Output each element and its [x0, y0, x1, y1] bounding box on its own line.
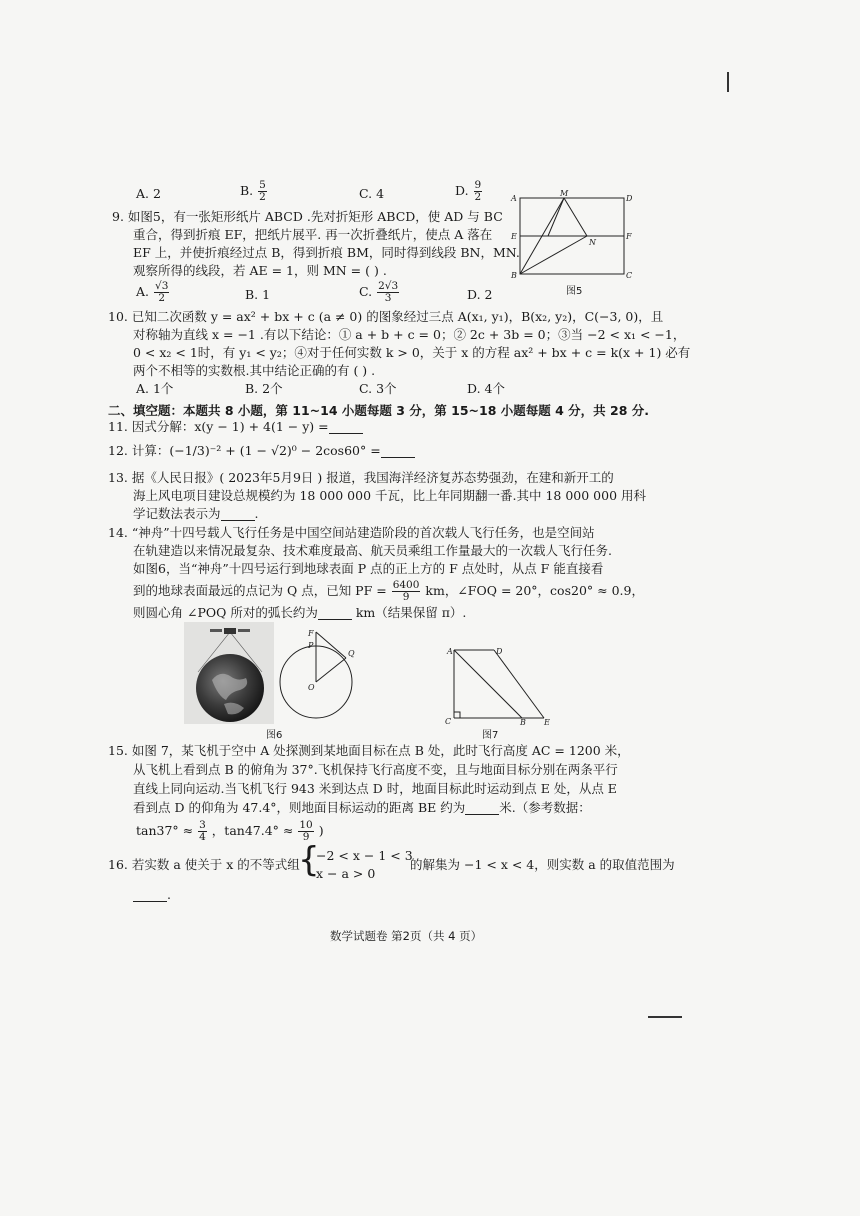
label-b: B [520, 718, 526, 726]
q8-option-b: B. $\frac{5}{2}$ [240, 179, 266, 203]
label-m: M [560, 190, 569, 198]
q9-option-a: A. $\frac{√3}{2}$ [136, 280, 169, 304]
label-o: O [308, 683, 315, 692]
q8-option-c: C. 4 [359, 186, 385, 201]
figure-6-caption: 图6 [266, 730, 283, 741]
q15-line-3: 直线上同向运动.当飞机飞行 943 米到达点 D 时，地面目标此时运动到点 E 处，从点 E [133, 781, 617, 796]
label-p: P [308, 641, 314, 650]
label-d: D [626, 194, 633, 203]
q9-option-b: B. 1 [245, 287, 271, 302]
q11: 11. 因式分解：x(y − 1) + 4(1 − y) = [108, 419, 363, 434]
q10-option-c: C. 3个 [359, 381, 397, 396]
q10-line-1: 10. 已知二次函数 y = ax² + bx + c (a ≠ 0) 的图象经过三点 A(x₁, y₁)，B(x₂, y₂)，C(−3, 0)，且 [108, 309, 664, 324]
q13-line-3: 学记数法表示为 . [133, 506, 259, 521]
q13-answer-blank[interactable] [221, 508, 255, 521]
line-fq [316, 632, 346, 658]
q10-line-3: 0 < x₂ < 1时，有 y₁ < y₂；④对于任何实数 k > 0，关于 x 的方程 ax² + bx + c = k(x + 1) 必有 [133, 345, 691, 360]
q11-answer-blank[interactable] [329, 421, 363, 434]
segment-ma [548, 198, 564, 236]
sight-ab [454, 650, 522, 718]
label-e: E [511, 232, 517, 241]
q9-line-4: 观察所得的线段，若 AE = 1，则 MN = ( ) . [133, 263, 387, 278]
q14-line-3: 如图6，当“神舟”十四号运行到地球表面 P 点的正上方的 F 点处时，从点 F 能直接看 [133, 561, 604, 576]
label-f: F [626, 232, 632, 241]
q8-option-d: D. $\frac{9}{2}$ [455, 179, 482, 203]
label-f: F [308, 629, 314, 638]
label-c: C [626, 271, 633, 280]
right-angle-mark [454, 712, 460, 718]
q9-line-3: EF 上，并使折痕经过点 B，得到折痕 BM，同时得到线段 BN，MN. [133, 245, 520, 260]
label-a: A [447, 647, 453, 656]
q13-line-1: 13. 据《人民日报》( 2023年5月9日 ) 报道，我国海洋经济复苏态势强劲，在建和新开工的 [108, 470, 614, 485]
label-c: C [445, 717, 452, 726]
q9-option-d: D. 2 [467, 287, 493, 302]
q10-line-4: 两个不相等的实数根.其中结论正确的有 ( ) . [133, 363, 376, 378]
q16-line-1a: 16. 若实数 a 使关于 x 的不等式组 [108, 857, 300, 872]
section-2-heading: 二、填空题：本题共 8 小题，第 11~14 小题每题 3 分，第 15~18 小题每题 4 分，共 28 分. [108, 403, 649, 418]
segment-bn [520, 236, 587, 274]
segment-mn [564, 198, 587, 236]
q14-line-5: 则圆心角 ∠POQ 所对的弧长约为 km（结果保留 π）. [133, 605, 467, 620]
label-q: Q [348, 649, 355, 658]
scan-mark [648, 1016, 682, 1018]
q10-option-a: A. 1个 [136, 381, 174, 396]
figure-5 [508, 190, 638, 286]
figure-5-caption: 图5 [566, 286, 583, 297]
q15-answer-blank[interactable] [465, 802, 499, 815]
figure-7 [440, 644, 556, 726]
q15-line-2: 从飞机上看到点 B 的俯角为 37°.飞机保持飞行高度不变，且与地面目标分别在两条平行 [133, 762, 618, 777]
q16-answer-blank[interactable] [133, 889, 167, 902]
page-footer: 数学试题卷 第2页（共 4 页） [330, 929, 483, 943]
q10-option-d: D. 4个 [467, 381, 505, 396]
q16-system-row-2: x − a > 0 [316, 866, 376, 881]
q9-line-1: 9. 如图5，有一张矩形纸片 ABCD .先对折矩形 ABCD，使 AD 与 BC [112, 209, 503, 224]
label-d: D [496, 647, 503, 656]
q15-line-1: 15. 如图 7，某飞机于空中 A 处探测到某地面目标在点 B 处，此时飞行高度 AC = 1200 米， [108, 743, 630, 758]
q10-option-b: B. 2个 [245, 381, 283, 396]
q16-line-2: . [133, 887, 171, 902]
q9-option-c: C. $\frac{2√3}{3}$ [359, 280, 399, 304]
q15-line-5: tan37° ≈ $\frac{3}{4}$ ，tan47.4° ≈ $\frac{10}{9}$ ) [136, 819, 324, 843]
q15-line-4: 看到点 D 的仰角为 47.4°，则地面目标运动的距离 BE 约为 米.（参考数据： [133, 800, 591, 815]
label-a: A [511, 194, 517, 203]
q16-line-1b: 的解集为 −1 < x < 4，则实数 a 的取值范围为 [410, 857, 675, 872]
q13-line-2: 海上风电项目建设总规模约为 18 000 000 千瓦，比上年同期翻一番.其中 18 000 000 用科 [133, 488, 647, 503]
q14-line-4: 到的地球表面最远的点记为 Q 点，已知 PF = $\frac{6400}{9}$ km，∠FOQ = 20°，cos20° ≈ 0.9， [133, 579, 644, 603]
scan-mark [727, 72, 729, 92]
figure-6-diagram [270, 628, 370, 722]
sight-de [494, 650, 544, 718]
label-b: B [511, 271, 517, 280]
q10-line-2: 对称轴为直线 x = −1 .有以下结论：① a + b + c = 0；② 2c + 3b = 0；③当 −2 < x₁ < −1， [133, 327, 686, 342]
label-e: E [544, 718, 550, 726]
q14-answer-blank[interactable] [318, 607, 352, 620]
system-brace: { [298, 840, 320, 880]
q14-line-2: 在轨建造以来情况最复杂、技术难度最高、航天员乘组工作量最大的一次载人飞行任务. [133, 543, 612, 558]
q14-line-1: 14. “神舟”十四号载人飞行任务是中国空间站建造阶段的首次载人飞行任务，也是空间站 [108, 525, 595, 540]
q16-system-row-1: −2 < x − 1 < 3 [316, 848, 413, 863]
q9-line-2: 重合，得到折痕 EF，把纸片展平. 再一次折叠纸片，使点 A 落在 [133, 227, 493, 242]
figure-7-caption: 图7 [482, 730, 499, 741]
q12-answer-blank[interactable] [381, 445, 415, 458]
q8-option-a: A. 2 [136, 186, 161, 201]
q12: 12. 计算：(−1/3)⁻² + (1 − √2)⁰ − 2cos60° = [108, 443, 415, 458]
figure-6-photo [184, 622, 274, 724]
line-oq [316, 658, 346, 682]
label-n: N [589, 238, 596, 247]
